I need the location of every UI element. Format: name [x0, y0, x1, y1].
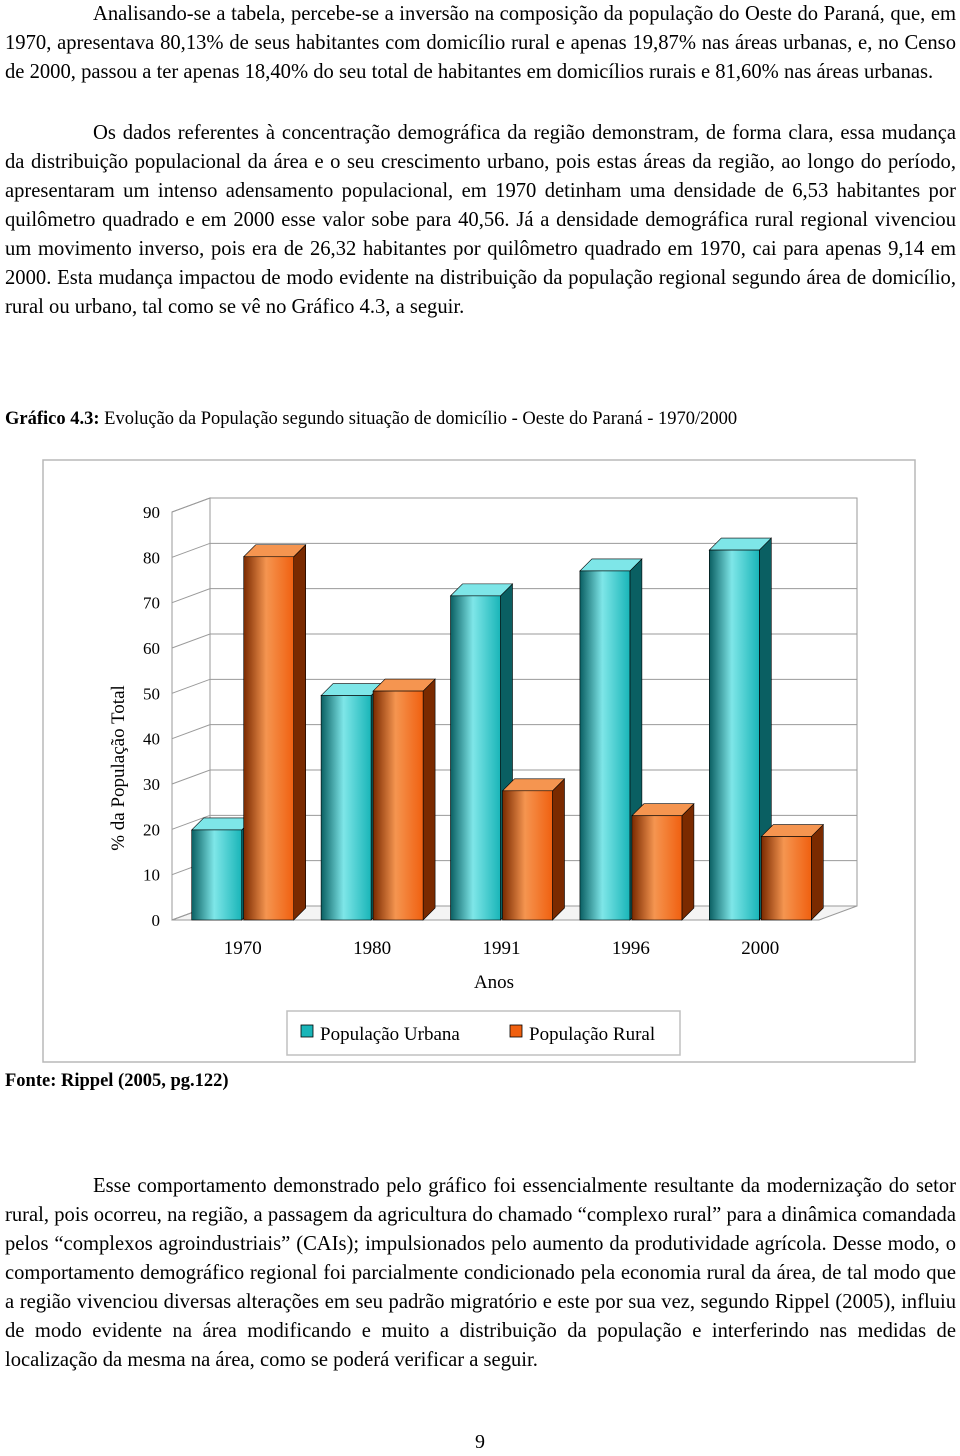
bar-front	[761, 837, 811, 920]
y-tick-label: 50	[143, 684, 160, 704]
x-tick-label: 2000	[741, 938, 780, 959]
legend-label-urban: População Urbana	[320, 1024, 460, 1045]
bar-side	[423, 679, 435, 920]
bar-front	[451, 596, 501, 920]
legend	[287, 1011, 680, 1055]
y-tick-label: 70	[143, 593, 160, 613]
figure-caption: Gráfico 4.3: Evolução da População segundo situação de domicílio - Oeste do Paraná - 1970/2000	[5, 409, 738, 429]
x-tick-label: 1991	[482, 938, 521, 959]
chart	[0, 440, 960, 1065]
bar-rural-1996	[632, 804, 694, 920]
bar-front	[373, 691, 423, 920]
bar-front	[632, 816, 682, 920]
y-tick-label: 40	[143, 729, 160, 749]
y-tick-label: 60	[143, 639, 160, 658]
paragraph-2: Os dados referentes à concentração demográfica da região demonstram, de forma clara, essa mudança da distribuição populacional da área e o seu crescimento urbano, pois estas áreas da região, ao longo do período, apresentaram um intenso adensamento populacional, em 1970 detinham uma densidade de 6,53 habitantes por quilômetro quadrado e em 2000 esse valor sobe para 40,56. Já a densidade demográfica rural regional vivenciou um movimento inverso, pois era de 26,32 habitantes por quilômetro quadrado em 1970, cai para apenas 9,14 em 2000. Esta mudança impactou de modo evidente na distribuição da população regional segundo área de domicílio, rural ou urbano, tal como se vê no Gráfico 4.3, a seguir.	[5, 122, 956, 318]
bar-front	[321, 696, 371, 920]
x-tick-label: 1970	[223, 938, 262, 959]
y-tick-label: 80	[143, 548, 160, 568]
bar-side	[294, 545, 306, 920]
x-tick-label: 1980	[353, 938, 392, 959]
y-tick-label: 90	[143, 503, 160, 522]
bar-front	[244, 557, 294, 920]
y-tick-label: 20	[143, 820, 160, 840]
bar-front	[503, 791, 553, 920]
y-tick-label: 10	[143, 865, 160, 885]
y-axis-label: % da População Total	[108, 685, 129, 851]
paragraph-1: Analisando-se a tabela, percebe-se a inversão na composição da população do Oeste do Paraná, que, em 1970, apresentava 80,13% de seus habitantes com domicílio rural e apenas 19,87% nas áreas urbanas, e, no Censo de 2000, passou a ter apenas 18,40% do seu total de habitantes em domicílios rurais e 81,60% nas áreas urbanas.	[5, 3, 956, 83]
bar-side	[811, 825, 823, 920]
legend-label-rural: População Rural	[529, 1024, 656, 1045]
bar-rural-1980	[373, 679, 435, 920]
x-axis-label: Anos	[473, 972, 515, 993]
figure-source: Fonte: Rippel (2005, pg.122)	[5, 1071, 229, 1091]
bar-side	[553, 779, 565, 920]
bar-front	[580, 571, 630, 920]
bar-front	[709, 550, 759, 920]
paragraph-3: Esse comportamento demonstrado pelo gráfico foi essencialmente resultante da modernização do setor rural, pois ocorreu, na região, a passagem da agricultura do chamado “complexo rural” para a dinâmica comandada pelos “complexos agroindustriais” (CAIs); impulsionados pelo aumento da produtividade agrícola. Desse modo, o comportamento demográfico regional foi parcialmente condicionado pela economia rural da área, de tal modo que a região vivenciou diversas alterações em seu padrão migratório e este por sua vez, segundo Rippel (2005), influiu de modo evidente na área modificando e muito a distribuição da população e interferindo nas medidas de localização da mesma na área, como se poderá verificar a seguir.	[5, 1175, 956, 1371]
legend-swatch-urban	[301, 1025, 313, 1037]
legend-swatch-rural	[510, 1025, 522, 1037]
x-tick-label: 1996	[611, 938, 650, 959]
bar-rural-1991	[503, 779, 565, 920]
y-tick-label: 30	[143, 775, 160, 794]
bar-rural-1970	[244, 545, 306, 920]
page-number: 9	[475, 1431, 485, 1453]
bar-rural-2000	[761, 825, 823, 920]
bar-side	[682, 804, 694, 920]
bar-front	[192, 830, 242, 920]
y-tick-label: 0	[151, 911, 160, 930]
